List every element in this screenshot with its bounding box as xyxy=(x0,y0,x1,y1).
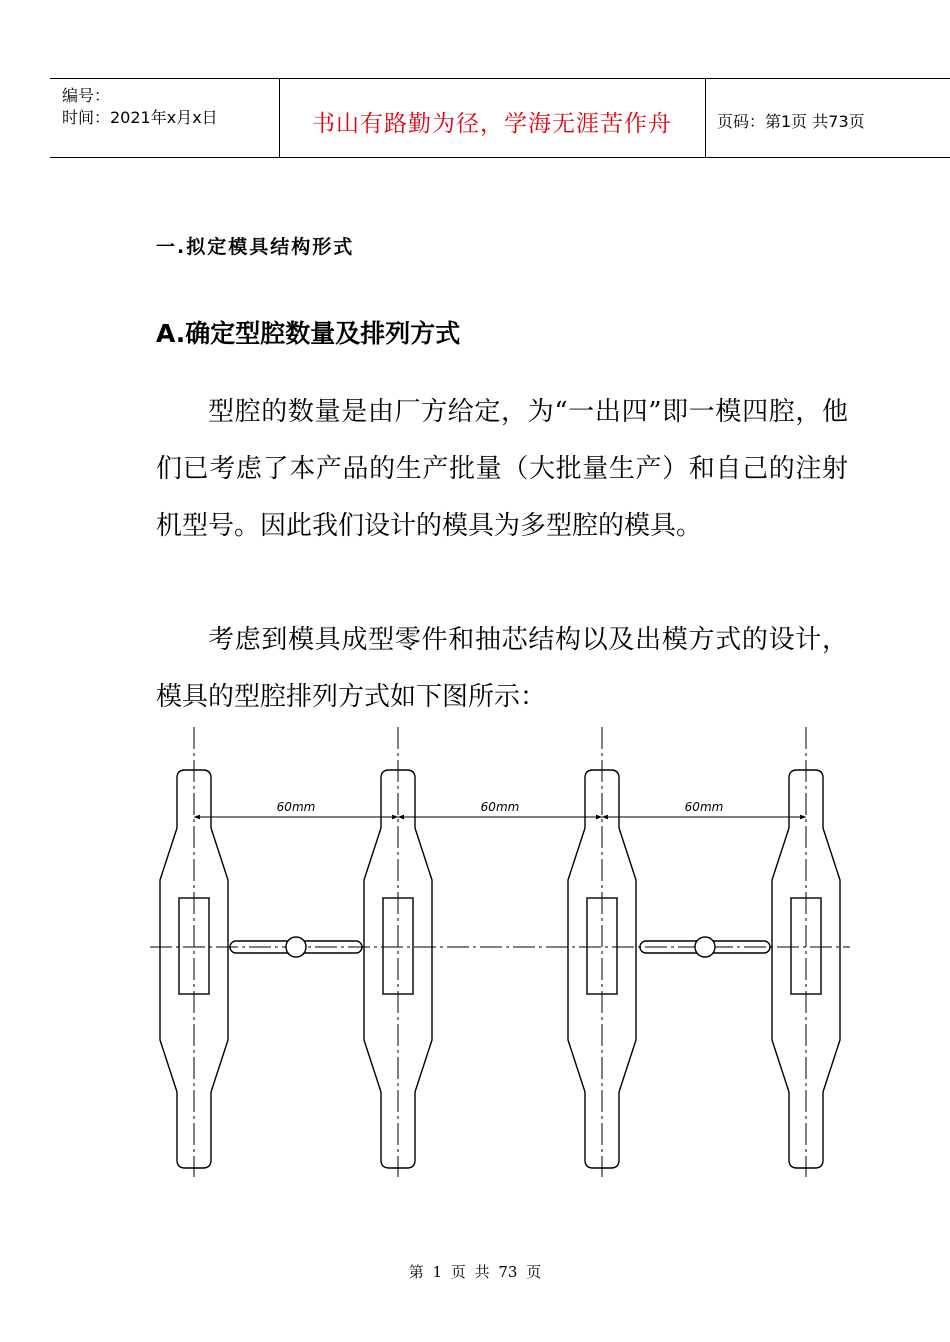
header-motto-cell xyxy=(279,79,706,157)
section-title: 一.拟定模具结构形式 xyxy=(156,236,355,258)
time-line: 时间：2021年x月x日 xyxy=(62,108,218,127)
page-header xyxy=(50,78,950,158)
dimension-label-3: 60mm xyxy=(684,800,724,814)
page-ref: 页码：第1页 共73页 xyxy=(717,112,865,131)
paragraph-2: 考虑到模具成型零件和抽芯结构以及出模方式的设计，模具的型腔排列方式如下图所示： xyxy=(156,625,848,712)
dimension-label-2: 60mm xyxy=(480,800,520,814)
page-footer: 第 1 页 共 73 页 xyxy=(408,1263,542,1281)
header-info-cell xyxy=(50,79,280,157)
subsection-title: A.确定型腔数量及排列方式 xyxy=(156,319,461,348)
header-page-cell xyxy=(705,79,950,157)
motto: 书山有路勤为径，学海无涯苦作舟 xyxy=(312,111,672,137)
doc-number-label: 编号： xyxy=(62,86,111,105)
dimension-label-1: 60mm xyxy=(276,800,316,814)
cavity-layout-diagram xyxy=(150,722,855,1182)
paragraph-1: 型腔的数量是由厂方给定，为“一出四”即一模四腔，他们已考虑了本产品的生产批量（大批量生产）和自己的注射机型号。因此我们设计的模具为多型腔的模具。 xyxy=(156,397,848,541)
